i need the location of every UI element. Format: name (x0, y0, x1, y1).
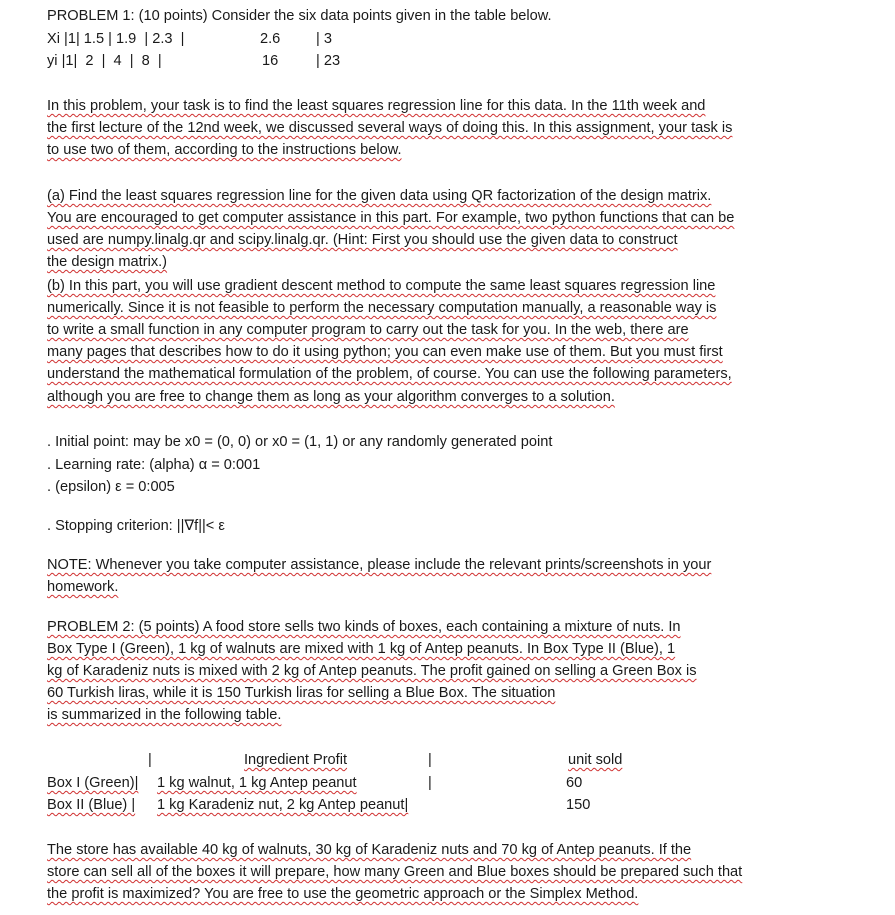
part-a-line: You are encouraged to get computer assistance in this part. For example, two python functions that can be (47, 210, 735, 226)
closing-line: store can sell all of the boxes it will prepare, how many Green and Blue boxes should be prepared such that (47, 864, 743, 880)
table-row-sep: | (428, 775, 432, 791)
intro-line: the first lecture of the 12nd week, we discussed several ways of doing this. In this assignment, your task is (47, 120, 733, 136)
table-header-ingredient: Ingredient Profit (244, 752, 348, 768)
part-b-line: to write a small function in any computer program to carry out the task for you. In the web, there are (47, 322, 689, 338)
stopping-criterion: . Stopping criterion: ||∇f||< ε (47, 518, 225, 534)
table-row-name: Box I (Green)| (47, 775, 139, 791)
table-row-ingredient: 1 kg walnut, 1 kg Antep peanut (157, 775, 357, 791)
part-a-line: (a) Find the least squares regression line for the given data using QR factorization of the design matrix. (47, 188, 712, 204)
table-header-sep: | (148, 752, 152, 768)
intro-line: to use two of them, according to the instructions below. (47, 142, 402, 158)
part-b-line: although you are free to change them as long as your algorithm converges to a solution. (47, 389, 615, 405)
y-value-16: 16 (262, 53, 279, 69)
table-row-ingredient: 1 kg Karadeniz nut, 2 kg Antep peanut| (157, 797, 409, 813)
part-b-line: (b) In this part, you will use gradient descent method to compute the same least squares regression line (47, 278, 716, 294)
y-value-23: | 23 (316, 53, 341, 69)
closing-line: The store has available 40 kg of walnuts, 30 kg of Karadeniz nuts and 70 kg of Antep peanuts. If the (47, 842, 692, 858)
note-line: homework. (47, 579, 119, 595)
table-row-value: 150 (566, 797, 591, 813)
x-value-3: | 3 (316, 31, 332, 47)
intro-line: In this problem, your task is to find the least squares regression line for this data. In the 11th week and (47, 98, 706, 114)
part-b-line: many pages that describes how to do it using python; you can even make use of them. But you must first (47, 344, 723, 360)
problem2-line: kg of Karadeniz nuts is mixed with 2 kg of Antep peanuts. The profit gained on selling a Green Box is (47, 663, 697, 679)
problem1-heading: PROBLEM 1: (10 points) Consider the six data points given in the table below. (47, 8, 552, 24)
problem2-line: Box Type I (Green), 1 kg of walnuts are mixed with 1 kg of Antep peanuts. In Box Type II (Blue), 1 (47, 641, 676, 657)
part-a-line: the design matrix.) (47, 254, 168, 270)
part-b-line: numerically. Since it is not feasible to perform the necessary computation manually, a reasonable way is (47, 300, 717, 316)
part-a-line: used are numpy.linalg.qr and scipy.linalg.qr. (Hint: First you should use the given data to construct (47, 232, 678, 248)
problem2-line: is summarized in the following table. (47, 707, 282, 723)
problem2-line: 60 Turkish liras, while it is 150 Turkish liras for selling a Blue Box. The situation (47, 685, 556, 701)
table-row-value: 60 (566, 775, 583, 791)
note-line: NOTE: Whenever you take computer assistance, please include the relevant prints/screenshots in your (47, 557, 712, 573)
param-epsilon: . (epsilon) ε = 0:005 (47, 479, 175, 495)
table-header-unit-sold: unit sold (568, 752, 623, 768)
param-learning-rate: . Learning rate: (alpha) α = 0:001 (47, 457, 261, 473)
x-value-2-6: 2.6 (260, 31, 281, 47)
param-initial-point: . Initial point: may be x0 = (0, 0) or x0 = (1, 1) or any randomly generated point (47, 434, 553, 450)
table-row-name: Box II (Blue) | (47, 797, 136, 813)
y-values-row: yi |1| 2 | 4 | 8 | (47, 53, 162, 69)
part-b-line: understand the mathematical formulation of the problem, of course. You can use the following parameters, (47, 366, 732, 382)
table-header-sep: | (428, 752, 432, 768)
closing-line: the profit is maximized? You are free to use the geometric approach or the Simplex Method. (47, 886, 639, 902)
problem2-line: PROBLEM 2: (5 points) A food store sells two kinds of boxes, each containing a mixture of nuts. In (47, 619, 681, 635)
x-values-row: Xi |1| 1.5 | 1.9 | 2.3 | (47, 31, 185, 47)
